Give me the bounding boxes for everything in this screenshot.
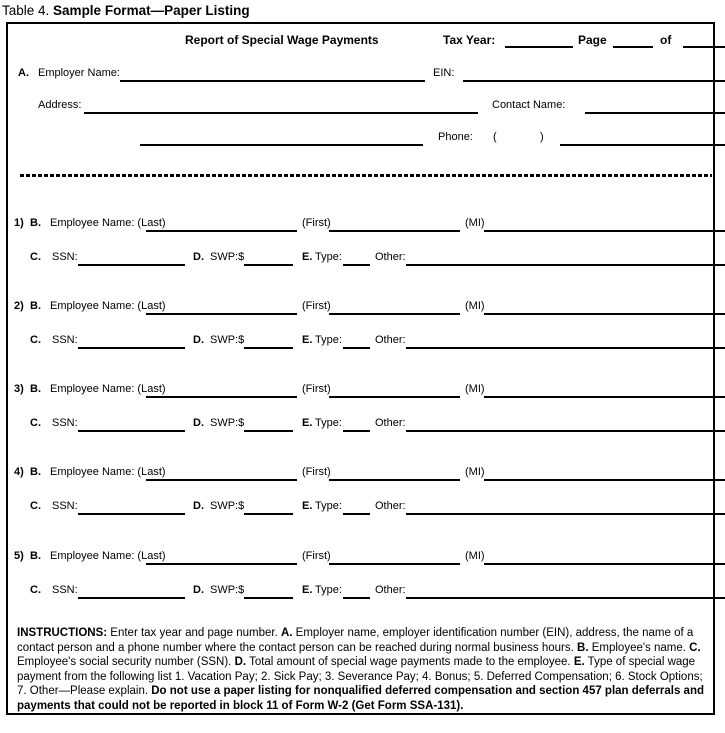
employee-3-name-row: [0, 383, 725, 399]
instructions-block: [17, 626, 710, 714]
swp-blank-line: [244, 335, 293, 349]
instructions-heading: INSTRUCTIONS:: [17, 627, 108, 639]
type-blank-line: [343, 335, 370, 349]
instructions-text: Total amount of special wage payments made to the employee.: [246, 656, 574, 669]
phone-area-code-open-paren: (: [493, 131, 497, 143]
employer-name-label: Employer Name:: [38, 67, 120, 79]
dashed-separator: [20, 174, 712, 177]
of-label: of: [660, 33, 672, 47]
item-c-label: C.: [30, 417, 41, 429]
type-label: Type:: [315, 584, 342, 596]
employee-4-detail-row: [0, 500, 725, 516]
ssn-blank-line: [78, 418, 185, 432]
mi-label: (MI): [465, 217, 485, 229]
item-b-label: B.: [30, 300, 41, 312]
page-label: Page: [578, 33, 607, 47]
row-number: 2): [14, 300, 24, 312]
type-blank-line: [343, 418, 370, 432]
instructions-text: Employer name, employer identification number (EIN), address, the name of a contact person and a phone number where the contact person can be reached during normal business hours.: [17, 627, 694, 654]
instructions-item-e: E.: [573, 656, 585, 669]
type-label: Type:: [315, 334, 342, 346]
item-d-label: D.: [193, 417, 204, 429]
instructions-item-b: B.: [577, 641, 589, 654]
phone-area-code-close-paren: ): [540, 131, 544, 143]
ein-blank-line: [463, 68, 725, 82]
swp-blank-line: [244, 418, 293, 432]
employee-1-name-row: [0, 217, 725, 233]
employer-name-blank-line: [120, 68, 425, 82]
swp-blank-line: [244, 501, 293, 515]
table-number: Table 4.: [2, 3, 54, 18]
item-d-label: D.: [193, 334, 204, 346]
other-label: Other:: [375, 417, 406, 429]
item-d-label: D.: [193, 584, 204, 596]
instructions-text: Enter tax year and page number.: [107, 627, 281, 639]
type-label: Type:: [315, 417, 342, 429]
item-d-label: D.: [193, 251, 204, 263]
last-name-blank-line: [146, 384, 297, 398]
item-c-label: C.: [30, 334, 41, 346]
mi-blank-line: [484, 218, 725, 232]
employee-2-detail-row: [0, 334, 725, 350]
employee-4-name-row: [0, 466, 725, 482]
ssn-label: SSN:: [52, 334, 78, 346]
mi-blank-line: [484, 551, 725, 565]
mi-blank-line: [484, 467, 725, 481]
item-e-label: E.: [302, 334, 313, 346]
row-number: 5): [14, 550, 24, 562]
form-border: [6, 22, 715, 715]
type-label: Type:: [315, 251, 342, 263]
employee-name-last-label: Employee Name: (Last): [50, 550, 166, 562]
employee-5-name-row: [0, 550, 725, 566]
item-b-label: B.: [30, 550, 41, 562]
swp-label: SWP:$: [210, 251, 245, 263]
other-blank-line: [406, 335, 725, 349]
mi-label: (MI): [465, 300, 485, 312]
swp-label: SWP:$: [210, 500, 245, 512]
mi-label: (MI): [465, 383, 485, 395]
other-label: Other:: [375, 584, 406, 596]
item-c-label: C.: [30, 251, 41, 263]
document-title: [2, 3, 250, 18]
first-name-label: (First): [302, 217, 331, 229]
item-e-label: E.: [302, 500, 313, 512]
address-blank-line-2: [140, 132, 423, 146]
other-blank-line: [406, 501, 725, 515]
item-e-label: E.: [302, 584, 313, 596]
first-name-blank-line: [329, 218, 460, 232]
ssn-blank-line: [78, 335, 185, 349]
employee-name-last-label: Employee Name: (Last): [50, 300, 166, 312]
item-b-label: B.: [30, 217, 41, 229]
employee-name-last-label: Employee Name: (Last): [50, 466, 166, 478]
ssn-label: SSN:: [52, 584, 78, 596]
employee-3-detail-row: [0, 417, 725, 433]
other-blank-line: [406, 252, 725, 266]
item-b-label: B.: [30, 383, 41, 395]
item-e-label: E.: [302, 417, 313, 429]
other-label: Other:: [375, 500, 406, 512]
first-name-label: (First): [302, 383, 331, 395]
other-label: Other:: [375, 334, 406, 346]
first-name-blank-line: [329, 301, 460, 315]
instructions-text: Employee's social security number (SSN).: [17, 656, 235, 669]
tax-year-blank-line: [505, 34, 573, 48]
phone-label: Phone:: [438, 131, 473, 143]
employee-name-last-label: Employee Name: (Last): [50, 217, 166, 229]
tax-year-label: Tax Year:: [443, 33, 496, 47]
last-name-blank-line: [146, 551, 297, 565]
instructions-item-c: C.: [689, 641, 701, 654]
form-title: Report of Special Wage Payments: [185, 33, 379, 47]
employer-name-row: [0, 67, 725, 83]
phone-row: [0, 131, 725, 147]
form-header-row: [0, 33, 725, 49]
address-row: [0, 99, 725, 115]
phone-blank-line: [560, 132, 725, 146]
other-label: Other:: [375, 251, 406, 263]
instructions-item-d: D.: [234, 656, 247, 669]
item-e-label: E.: [302, 251, 313, 263]
instructions-item-a: A.: [280, 627, 293, 639]
other-blank-line: [406, 418, 725, 432]
row-number: 4): [14, 466, 24, 478]
page-blank-line: [613, 34, 653, 48]
employee-name-last-label: Employee Name: (Last): [50, 383, 166, 395]
type-blank-line: [343, 501, 370, 515]
type-blank-line: [343, 252, 370, 266]
of-blank-line: [683, 34, 725, 48]
last-name-blank-line: [146, 301, 297, 315]
swp-blank-line: [244, 252, 293, 266]
other-blank-line: [406, 585, 725, 599]
item-b-label: B.: [30, 466, 41, 478]
instructions-text: Type of special wage payment from the following list 1. Vacation Pay; 2. Sick Pay; 3. Severance Pay; 4. Bonus; 5. Deferred Compensation; 6. Stock Options; 7. Other—Please explain.: [17, 656, 703, 698]
row-number: 1): [14, 217, 24, 229]
ein-label: EIN:: [433, 67, 455, 79]
item-c-label: C.: [30, 500, 41, 512]
first-name-blank-line: [329, 384, 460, 398]
item-a-label: A.: [18, 67, 29, 79]
instructions-text: Employee's name.: [588, 641, 690, 654]
first-name-blank-line: [329, 467, 460, 481]
first-name-label: (First): [302, 300, 331, 312]
employee-2-name-row: [0, 300, 725, 316]
item-c-label: C.: [30, 584, 41, 596]
row-number: 3): [14, 383, 24, 395]
mi-label: (MI): [465, 466, 485, 478]
contact-name-label: Contact Name:: [492, 99, 566, 111]
mi-blank-line: [484, 384, 725, 398]
swp-label: SWP:$: [210, 417, 245, 429]
ssn-label: SSN:: [52, 500, 78, 512]
mi-label: (MI): [465, 550, 485, 562]
last-name-blank-line: [146, 467, 297, 481]
type-label: Type:: [315, 500, 342, 512]
swp-label: SWP:$: [210, 584, 245, 596]
address-blank-line: [84, 100, 478, 114]
ssn-label: SSN:: [52, 417, 78, 429]
instructions-warning: Do not use a paper listing for nonqualified deferred compensation and section 457 plan deferrals and payments that could not be reported in block 11 of Form W-2 (Get Form SSA-131).: [17, 685, 704, 712]
ssn-blank-line: [78, 501, 185, 515]
ssn-blank-line: [78, 585, 185, 599]
first-name-label: (First): [302, 550, 331, 562]
swp-blank-line: [244, 585, 293, 599]
employee-5-detail-row: [0, 584, 725, 600]
employee-1-detail-row: [0, 251, 725, 267]
address-label: Address:: [38, 99, 82, 111]
swp-label: SWP:$: [210, 334, 245, 346]
table-title: Sample Format—Paper Listing: [53, 3, 250, 18]
first-name-label: (First): [302, 466, 331, 478]
mi-blank-line: [484, 301, 725, 315]
ssn-blank-line: [78, 252, 185, 266]
contact-name-blank-line: [585, 100, 725, 114]
item-d-label: D.: [193, 500, 204, 512]
type-blank-line: [343, 585, 370, 599]
first-name-blank-line: [329, 551, 460, 565]
ssn-label: SSN:: [52, 251, 78, 263]
last-name-blank-line: [146, 218, 297, 232]
